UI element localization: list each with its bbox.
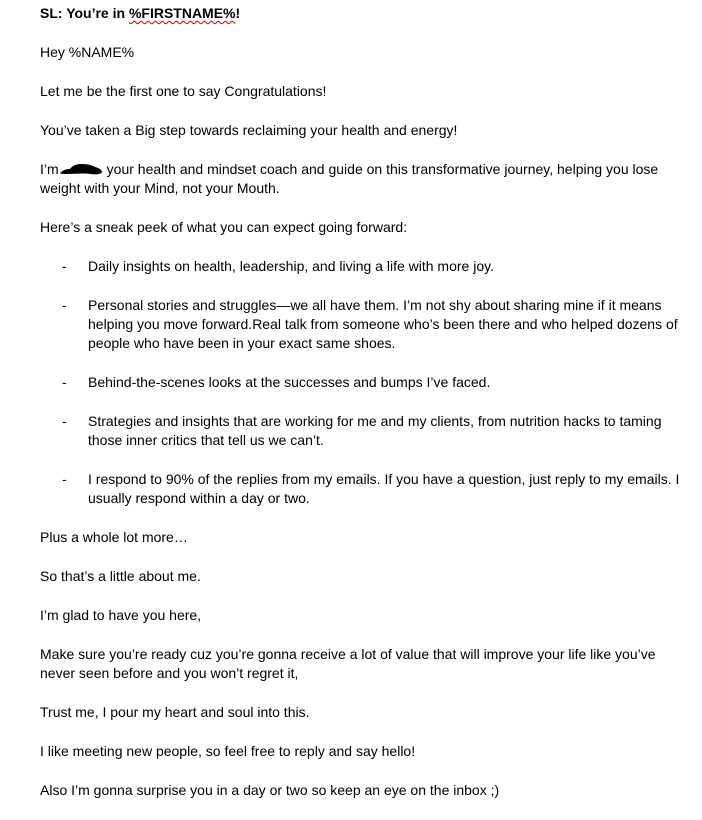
subject-line <box>40 4 680 23</box>
list-item <box>40 412 680 450</box>
sneak-peek-heading: Here’s a sneak peek of what you can expect going forward: <box>40 219 408 235</box>
paragraph-glad: I’m glad to have you here, <box>40 607 202 623</box>
paragraph-about-me: So that’s a little about me. <box>40 568 201 584</box>
bullet-text: Behind-the-scenes looks at the successes and bumps I’ve faced. <box>88 374 491 390</box>
paragraph-intro <box>40 160 680 198</box>
bullet-text: Personal stories and struggles—we all have them. I’m not shy about sharing mine if it means helping you move forward.Real talk from someone who’s been there and who helped dozens of people who have been in your exact same shoes. <box>88 297 678 351</box>
greeting: Hey %NAME% <box>40 44 135 60</box>
bullet-text: Strategies and insights that are working for me and my clients, from nutrition hacks to taming those inner critics that tell us we can’t. <box>88 413 662 448</box>
list-item <box>40 373 680 392</box>
subject-prefix: SL: You’re in <box>40 5 129 21</box>
paragraph-trust-me: Trust me, I pour my heart and soul into this. <box>40 704 310 720</box>
intro-after-redaction: your health and mindset coach and guide on this transformative journey, helping you lose weight with your Mind, not your Mouth. <box>40 161 659 196</box>
bullet-dash: - <box>62 413 67 429</box>
email-document <box>40 4 680 820</box>
paragraph-meeting-people: I like meeting new people, so feel free to reply and say hello! <box>40 743 416 759</box>
bullet-dash: - <box>62 297 67 313</box>
bullet-dash: - <box>62 471 67 487</box>
bullet-dash: - <box>62 374 67 390</box>
intro-before-redaction: I’m <box>40 161 59 177</box>
subject-suffix: ! <box>235 5 241 21</box>
subject-merge-tag: %FIRSTNAME% <box>128 5 236 21</box>
list-item <box>40 470 680 508</box>
paragraph-surprise: Also I’m gonna surprise you in a day or two so keep an eye on the inbox ;) <box>40 782 500 798</box>
paragraph-big-step: You’ve taken a Big step towards reclaiming your health and energy! <box>40 122 458 138</box>
list-item <box>40 296 680 353</box>
list-item <box>40 257 680 276</box>
paragraph-make-sure: Make sure you’re ready cuz you’re gonna receive a lot of value that will improve your life like you’ve never seen before and you won’t regret it, <box>40 646 656 681</box>
bullet-dash: - <box>62 258 67 274</box>
paragraph-plus-more: Plus a whole lot more… <box>40 529 188 545</box>
bullet-text: Daily insights on health, leadership, and living a life with more joy. <box>88 258 494 274</box>
bullet-list <box>40 257 680 508</box>
paragraph-congratulations: Let me be the first one to say Congratulations! <box>40 83 327 99</box>
redaction-scribble-icon <box>59 162 103 176</box>
bullet-text: I respond to 90% of the replies from my emails. If you have a question, just reply to my emails. I usually respond within a day or two. <box>88 471 680 506</box>
